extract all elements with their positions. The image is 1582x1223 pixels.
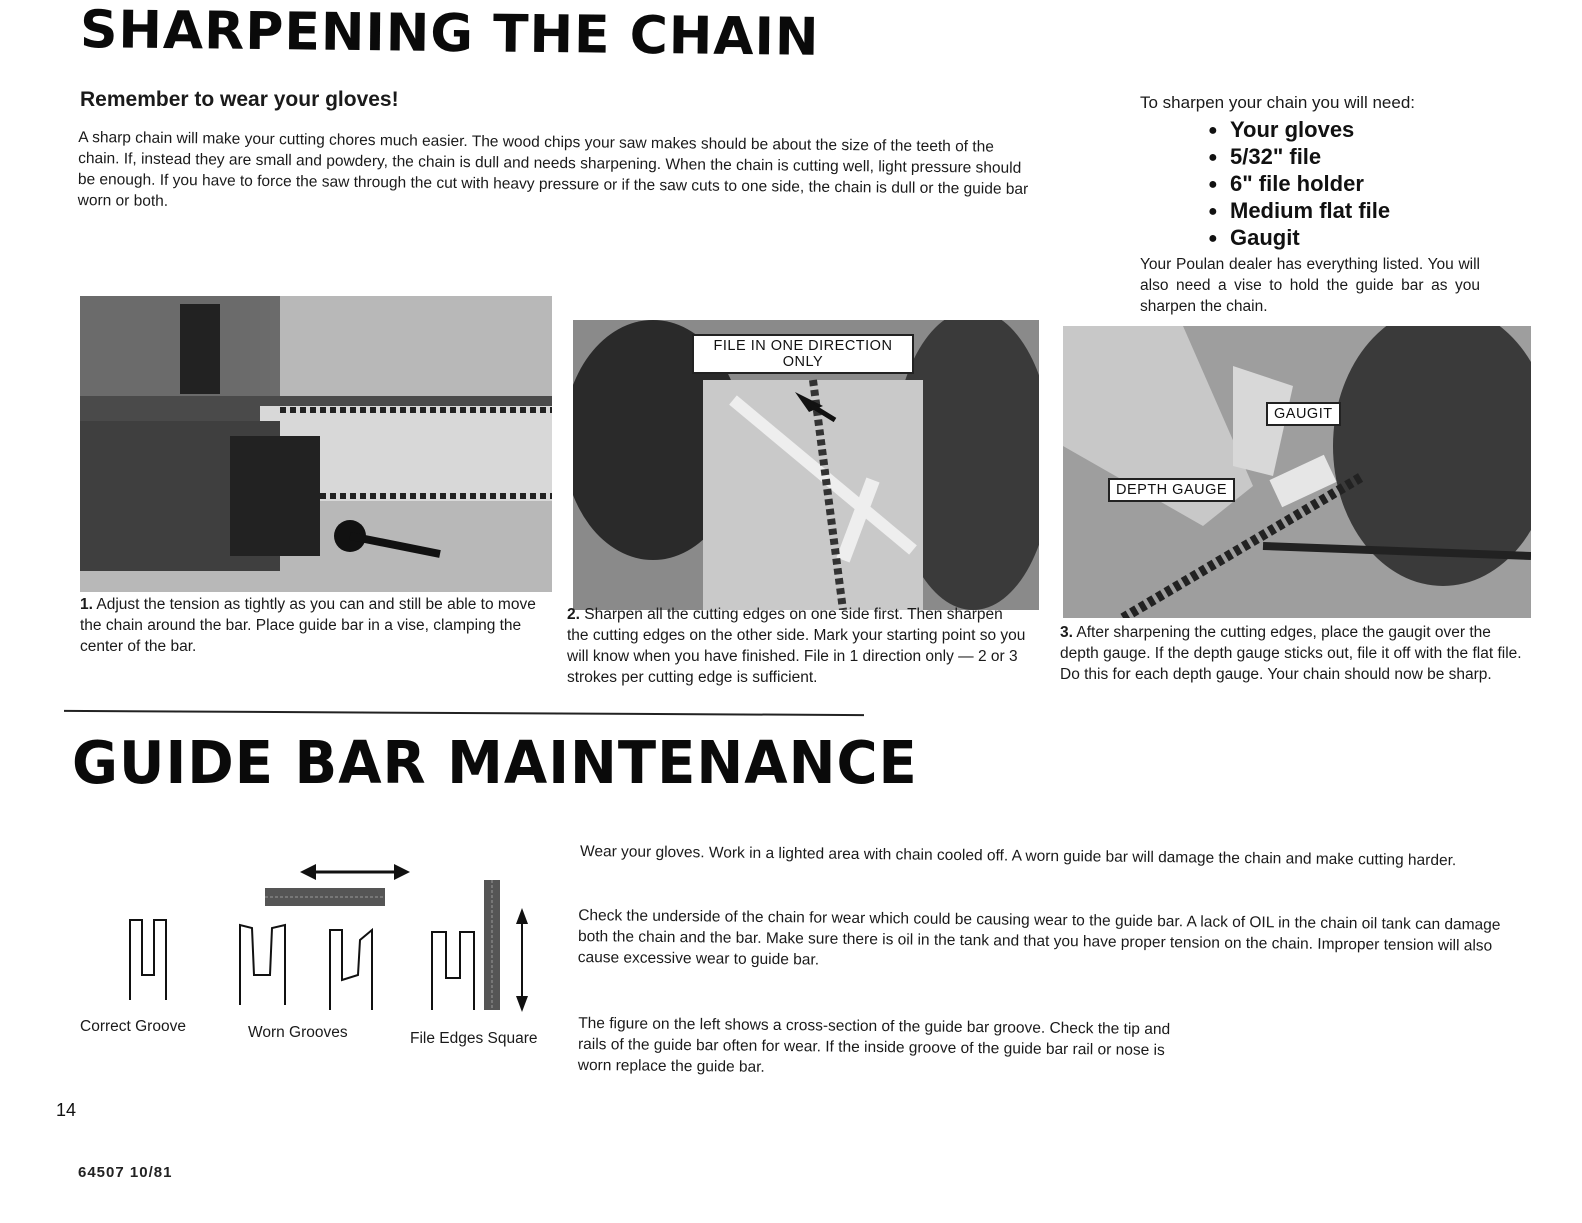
caption-step3: 3. After sharpening the cutting edges, place the gaugit over the depth gauge. If the depth gauge sticks out, file it off with the flat file. Do this for each depth gauge. Your chain should now be sharp.: [1060, 624, 1522, 683]
gloves-reminder: Remember to wear your gloves!: [80, 88, 399, 111]
section-divider: [64, 710, 864, 716]
worn-groove-shape: [240, 925, 285, 1005]
needs-item: ● Your gloves: [1208, 117, 1355, 142]
photo-step1-vise: [80, 296, 552, 592]
label-file-one-direction: FILE IN ONE DIRECTION ONLY: [692, 334, 914, 374]
step-number: 2.: [567, 606, 580, 623]
step-number: 1.: [80, 596, 93, 613]
caption-step2: 2. Sharpen all the cutting edges on one side first. Then sharpen the cutting edges on the other side. Mark your starting point so you will know when you have finished. File in 1 direction only — 2 or 3 strokes per cutting edge is sufficient.: [567, 606, 1026, 686]
label-depth-gauge: DEPTH GAUGE: [1108, 478, 1235, 502]
bullet-icon: ●: [1208, 230, 1218, 247]
photo-step3-gaugit: [1063, 326, 1531, 618]
guide-paragraph-1: Wear your gloves. Work in a lighted area with chain cooled off. A worn guide bar will damage the chain and make cutting harder.: [579, 843, 1457, 870]
double-arrow-icon: [300, 864, 410, 880]
square-groove-shape: [432, 932, 474, 1010]
needs-list: [1208, 117, 1500, 252]
label-correct-groove: Correct Groove: [80, 1018, 186, 1035]
step-number: 3.: [1060, 624, 1073, 641]
photo-step1-image: [80, 296, 552, 592]
needs-item: ● 5/32" file: [1208, 144, 1322, 169]
needs-heading: To sharpen your chain you will need:: [1140, 93, 1415, 112]
photo-step3-image: [1063, 326, 1531, 618]
needs-note: Your Poulan dealer has everything listed. You will also need a vise to hold the guide bar as you sharpen the chain.: [1140, 256, 1480, 315]
needs-item: ● 6" file holder: [1208, 171, 1364, 196]
worn-groove-shape: [330, 930, 372, 1010]
bullet-icon: ●: [1208, 149, 1218, 166]
label-file-edges-square: File Edges Square: [410, 1030, 538, 1047]
bullet-icon: ●: [1208, 203, 1218, 220]
needs-item: ● Gaugit: [1208, 225, 1300, 250]
guide-paragraph-3: The figure on the left shows a cross-section of the guide bar groove. Check the tip and rails of the guide bar often for wear. If the inside groove of the guide bar rail or nose is worn replace the guide bar.: [577, 1014, 1171, 1076]
intro-paragraph: A sharp chain will make your cutting chores much easier. The wood chips your saw makes should be about the size of the teeth of the chain. If, instead they are small and powdery, the chain is dull and needs sharpening. When the chain is cutting well, light pressure should be enough. If you have to force the saw through the cut with heavy pressure or if the saw cuts to one side, the chain is dull or the guide bar worn or both.: [77, 128, 1029, 210]
page-number: 14: [56, 1100, 77, 1120]
caption-step1: 1. Adjust the tension as tightly as you can and still be able to move the chain around the bar. Place guide bar in a vise, clamping the center of the bar.: [80, 596, 536, 655]
groove-diagram: [120, 850, 560, 1020]
needs-item: ● Medium flat file: [1208, 198, 1391, 223]
vertical-arrow-icon: [516, 908, 528, 1012]
bullet-icon: ●: [1208, 122, 1218, 139]
label-gaugit: GAUGIT: [1266, 402, 1341, 426]
correct-groove-shape: [130, 920, 166, 1000]
page-title-guide-bar: GUIDE BAR MAINTENANCE: [72, 729, 918, 798]
guide-paragraph-2: Check the underside of the chain for wear which could be causing wear to the guide bar. A lack of OIL in the chain oil tank can damage both the chain and the bar. Make sure there is oil in the tank and that you have proper tension on the chain. Improper tension will also cause excessive wear to guide bar.: [577, 907, 1501, 969]
needs-panel: [1140, 92, 1500, 317]
bullet-icon: ●: [1208, 176, 1218, 193]
page-title-sharpening: SHARPENING THE CHAIN: [79, 0, 820, 68]
footer-code: 64507 10/81: [78, 1164, 173, 1181]
label-worn-grooves: Worn Grooves: [248, 1024, 348, 1041]
